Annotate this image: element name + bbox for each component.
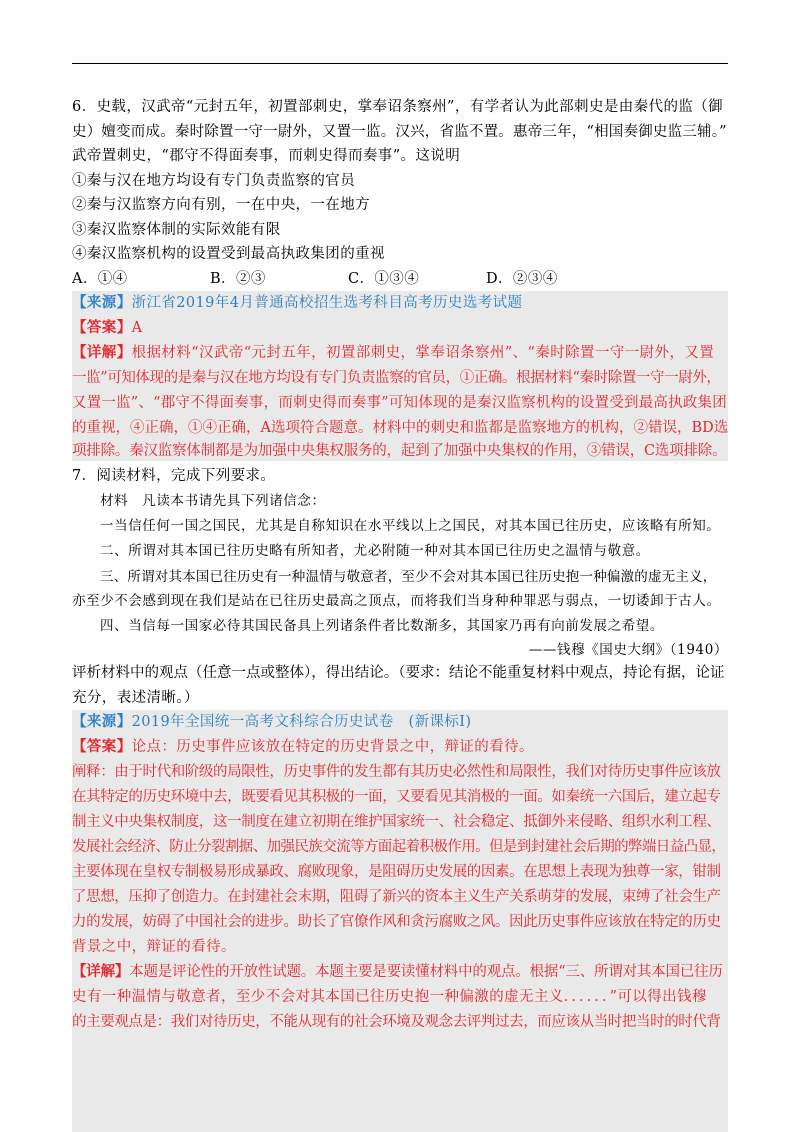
q7-answer-line-1: 阐释：由于时代和阶级的局限性，历史事件的发生都有其历史必然性和局限性，我们对待历史事件应该放 xyxy=(72,764,721,780)
q7-detail-text-1: 本题是评论性的开放性试题。本题主要是要读懂材料中的观点。根据“三、所谓对其本国已往历 xyxy=(129,964,723,980)
q7-detail-line-3: 的主要观点是：我们对待历史，不能从现有的社会环境及观念去评判过去，而应该从当时把当时的时代背 xyxy=(72,1014,721,1030)
q6-statement-1: ①秦与汉在地方均设有专门负责监察的官员 xyxy=(72,173,356,189)
q6-detail-tag: 【详解】 xyxy=(72,344,132,361)
q6-answer xyxy=(72,318,728,338)
q7-answer xyxy=(72,737,728,757)
q7-requirement-line-2: 充分，表述清晰。） xyxy=(72,690,199,706)
q6-stem-line-2: 史）嬗变而成。秦时除置一守一尉外，又置一监。汉兴，省监不置。惠帝三年，“相国奏御史监三辅。” xyxy=(72,124,727,140)
q6-source-text: 浙江省2019年4月普通高校招生选考科目高考历史选考试题 xyxy=(131,295,523,311)
q7-detail-line-2: 史有一种温情与敬意者，至少不会对其本国已往历史抱一种偏激的虚无主义．．．．．．”可以得出钱穆 xyxy=(72,989,707,1005)
q6-option-a: A．①④ xyxy=(72,271,128,287)
q7-requirement-line-1: 评析材料中的观点（任意一点或整体），得出结论。（要求：结论不能重复材料中观点，持论有据，论证 xyxy=(72,665,725,681)
q6-stem-line-3: 武帝置刺史，“郡守不得面奏事，而刺史得而奏事”。这说明 xyxy=(72,148,461,164)
q7-material-4: 四、当信每一国家必待其国民备具上列诸条件者比数渐多，其国家乃再有向前发展之希望。 xyxy=(100,618,664,634)
q6-source-tag: 【来源】 xyxy=(72,294,132,311)
q6-statement-3: ③秦汉监察体制的实际效能有限 xyxy=(72,222,281,238)
q6-detail-line-4: 的重视，④正确，①④正确，A选项符合题意。材料中的刺史和监都是监察地方的机构，②错误，BD选 xyxy=(72,420,729,436)
q7-answer-tag: 【答案】 xyxy=(72,738,132,755)
q7-answer-line-2: 在其特定的历史环境中去，既要看见其积极的一面，又要看见其消极的一面。如秦统一六国后，建立起专 xyxy=(72,789,721,805)
q6-options xyxy=(72,269,728,289)
q7-material-3-cont: 亦至少不会感到现在我们是站在已往历史最高之顶点，而将我们当身种种罪恶与弱点，一切诿卸于古人。 xyxy=(72,593,721,609)
q7-answer-line-6: 了思想，压抑了创造力。在封建社会末期，阻碍了新兴的资本主义生产关系萌芽的发展，束缚了社会生产 xyxy=(72,889,721,905)
q7-material-3: 三、所谓对其本国已往历史有一种温情与敬意者，至少不会对其本国已往历史抱一种偏激的虚无主义， xyxy=(100,569,717,585)
q6-detail-text-1: 根据材料“汉武帝“元封五年，初置部刺史，掌奉诏条察州”、“秦时除置一守一尉外，又置 xyxy=(131,345,715,361)
q6-detail-line-3: 又置一监”、“郡守不得面奏事，而刺史得而奏事”可知体现的是秦汉监察机构的设置受到最高执政集团 xyxy=(72,395,727,411)
q6-option-b: B．②③ xyxy=(210,271,266,287)
q6-detail-line-5: 项排除。秦汉监察体制都是为加强中央集权服务的，起到了加强中央集权的作用，③错误，C选项排除。 xyxy=(72,443,727,459)
q7-material-2: 二、所谓对其本国已往历史略有所知者，尤必附随一种对其本国已往历史之温情与敬意。 xyxy=(100,543,650,559)
q7-material-intro: 材料 凡读本书请先具下列诸信念： xyxy=(100,493,326,509)
q7-attribution: ——钱穆《国史大纲》（1940） xyxy=(528,642,728,658)
q6-detail-line-2: 一监”可知体现的是秦与汉在地方均设有专门负责监察的官员，①正确。根据材料“秦时除置一守一尉外， xyxy=(72,370,721,386)
q6-detail-line-1 xyxy=(72,343,728,363)
q7-detail-tag: 【详解】 xyxy=(72,963,130,980)
q7-material-1: 一当信任何一国之国民，尤其是自称知识在水平线以上之国民，对其本国已往历史，应该略有所知。 xyxy=(100,518,721,534)
header-rule xyxy=(72,63,728,64)
q7-source-tag: 【来源】 xyxy=(72,713,132,730)
q6-answer-text: A xyxy=(131,320,143,336)
q7-source xyxy=(72,712,728,732)
q7-answer-line-3: 制主义中央集权制度，这一制度在建立初期在维护国家统一、社会稳定、抵御外来侵略、组织水利工程、 xyxy=(72,814,721,830)
q7-answer-line-7: 力的发展，妨碍了中国社会的进步。助长了官僚作风和贪污腐败之风。因此历史事件应该放在特定的历史 xyxy=(72,914,721,930)
q7-answer-text: 论点：历史事件应该放在特定的历史背景之中，辩证的看待。 xyxy=(131,739,534,755)
q6-statement-4: ④秦汉监察机构的设置受到最高执政集团的重视 xyxy=(72,246,385,262)
q6-statement-2: ②秦与汉监察方向有别，一在中央，一在地方 xyxy=(72,197,370,213)
q7-answer-line-5: 主要体现在皇权专制极易形成暴政、腐败现象，是阻碍历史发展的因素。在思想上表现为独尊一家，钳制 xyxy=(72,864,721,880)
q7-answer-line-8: 背景之中，辩证的看待。 xyxy=(72,939,236,955)
q6-option-c: C．①③④ xyxy=(348,271,420,287)
q7-detail-line-1 xyxy=(72,962,728,982)
q7-answer-line-4: 发展社会经济、防止分裂割据、加强民族交流等方面起着积极作用。但是到封建社会后期的弊端日益凸显， xyxy=(72,839,726,855)
q6-answer-tag: 【答案】 xyxy=(72,319,132,336)
q6-stem-line-1: 6．史载，汉武帝“元封五年，初置部刺史，掌奉诏条察州”，有学者认为此部刺史是由秦代的监（御 xyxy=(72,99,724,115)
q6-option-d: D．②③④ xyxy=(486,271,558,287)
q7-source-text: 2019年全国统一高考文科综合历史试卷 (新课标Ⅰ) xyxy=(131,714,472,730)
q6-source xyxy=(72,293,728,313)
q7-stem: 7．阅读材料，完成下列要求。 xyxy=(72,468,276,484)
